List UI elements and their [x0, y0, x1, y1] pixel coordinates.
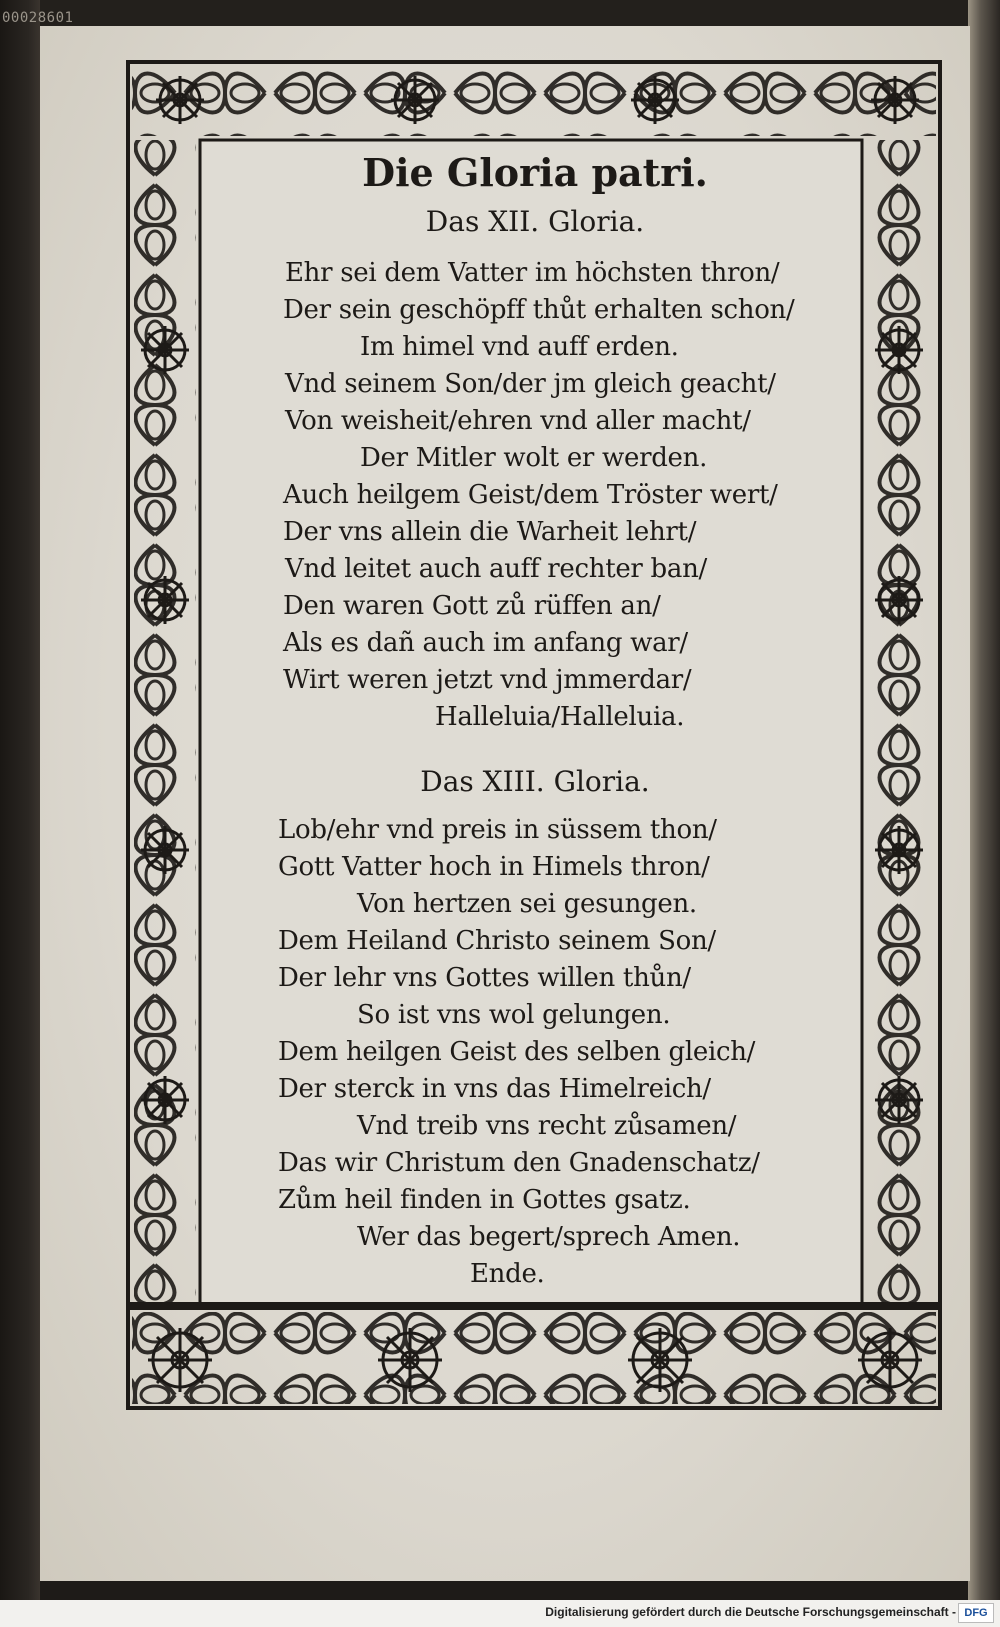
- footer-credit: Digitalisierung gefördert durch die Deutsche Forschungsgemeinschaft -: [545, 1605, 956, 1619]
- verse-line: Gott Vatter hoch in Himels thron/: [278, 852, 710, 882]
- verse-line: Der Mitler wolt er werden.: [360, 443, 708, 473]
- verse-line: Auch heilgem Geist/dem Tröster wert/: [283, 480, 778, 510]
- verse-line: Der sterck in vns das Himelreich/: [278, 1074, 711, 1104]
- verse-line: Halleluia/Halleluia.: [435, 702, 685, 732]
- verse-line: Ehr sei dem Vatter im höchsten thron/: [285, 258, 780, 288]
- page-title: Die Gloria patri.: [362, 150, 708, 195]
- verse-line: Vnd leitet auch auff rechter ban/: [285, 554, 707, 584]
- verse-line: Vnd treib vns recht zůsamen/: [357, 1111, 737, 1141]
- verse-line: So ist vns wol gelungen.: [357, 1000, 671, 1030]
- verse-line: Vnd seinem Son/der jm gleich geacht/: [285, 369, 776, 399]
- verse-line: Dem Heiland Christo seinem Son/: [278, 926, 716, 956]
- verse-line: Wer das begert/sprech Amen.: [357, 1222, 741, 1252]
- verse-line: Das wir Christum den Gnadenschatz/: [278, 1148, 760, 1178]
- verse-line: Der vns allein die Warheit lehrt/: [283, 517, 697, 547]
- verse-line: Als es dañ auch im anfang war/: [283, 628, 688, 658]
- verse-line-end: Ende.: [470, 1259, 545, 1289]
- verse-line: Der sein geschöpff thůt erhalten schon/: [283, 295, 795, 325]
- section-heading: Das XII. Gloria.: [425, 205, 645, 238]
- dfg-logo: DFG: [958, 1603, 994, 1623]
- verse-line: Der lehr vns Gottes willen thůn/: [278, 963, 691, 993]
- verse-line: Im himel vnd auff erden.: [360, 332, 679, 362]
- verse-line: Zům heil finden in Gottes gsatz.: [278, 1185, 691, 1215]
- scan-id: 00028601: [2, 10, 74, 26]
- digitization-footer: [0, 1600, 1000, 1627]
- verse-line: Wirt weren jetzt vnd jmmerdar/: [283, 665, 692, 695]
- verse-line: Den waren Gott zů rüffen an/: [283, 591, 661, 621]
- verse-line: Von hertzen sei gesungen.: [357, 889, 697, 919]
- verse-line: Von weisheit/ehren vnd aller macht/: [285, 406, 751, 436]
- verse-line: Lob/ehr vnd preis in süssem thon/: [278, 815, 717, 845]
- section-heading: Das XIII. Gloria.: [420, 765, 650, 798]
- verse-line: Dem heilgen Geist des selben gleich/: [278, 1037, 756, 1067]
